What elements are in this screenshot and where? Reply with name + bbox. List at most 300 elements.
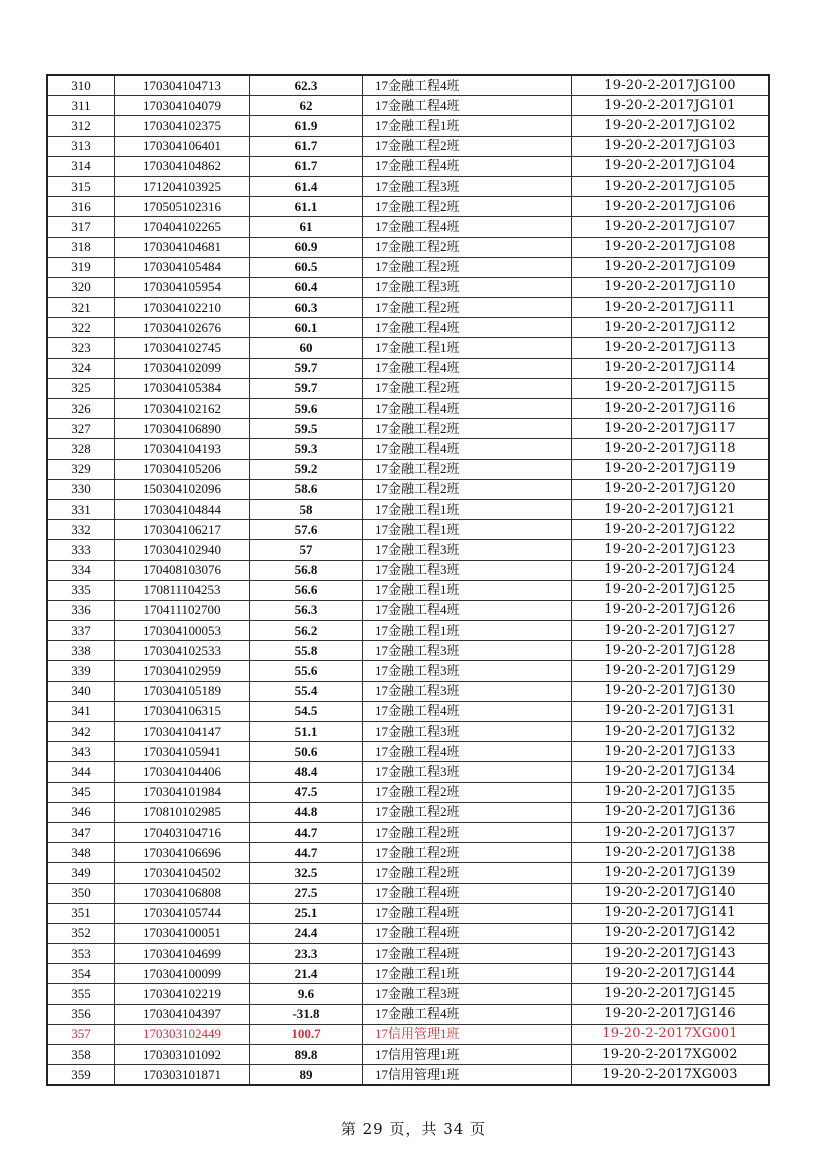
table-row [47, 984, 769, 1004]
table-row [47, 681, 769, 701]
cell-class-name: 17金融工程1班 [363, 520, 572, 540]
cell-score: 50.6 [250, 742, 363, 762]
cell-score: 57 [250, 540, 363, 560]
cell-class-name: 17金融工程3班 [363, 277, 572, 297]
cell-serial-number: 327 [47, 419, 115, 439]
cell-serial-number: 350 [47, 883, 115, 903]
cell-code: 19-20-2-2017JG130 [572, 681, 770, 701]
table-row [47, 580, 769, 600]
cell-score: 59.5 [250, 419, 363, 439]
cell-class-name: 17金融工程3班 [363, 722, 572, 742]
cell-code: 19-20-2-2017JG108 [572, 237, 770, 257]
table-row [47, 802, 769, 822]
cell-score: 59.7 [250, 378, 363, 398]
cell-score: 61.4 [250, 176, 363, 196]
cell-serial-number: 340 [47, 681, 115, 701]
cell-serial-number: 323 [47, 338, 115, 358]
cell-serial-number: 321 [47, 298, 115, 318]
table-row [47, 843, 769, 863]
cell-student-id: 170408103076 [115, 560, 250, 580]
cell-code: 19-20-2-2017XG001 [572, 1024, 770, 1044]
table-row [47, 782, 769, 802]
cell-score: 60.5 [250, 257, 363, 277]
table-row [47, 661, 769, 681]
cell-code: 19-20-2-2017JG136 [572, 802, 770, 822]
cell-score: 89.8 [250, 1045, 363, 1065]
cell-student-id: 170304102219 [115, 984, 250, 1004]
cell-student-id: 170304104397 [115, 1004, 250, 1024]
cell-code: 19-20-2-2017JG128 [572, 641, 770, 661]
cell-code: 19-20-2-2017JG131 [572, 701, 770, 721]
cell-serial-number: 310 [47, 75, 115, 96]
cell-class-name: 17金融工程3班 [363, 984, 572, 1004]
cell-code: 19-20-2-2017JG134 [572, 762, 770, 782]
cell-class-name: 17金融工程2班 [363, 802, 572, 822]
cell-serial-number: 330 [47, 479, 115, 499]
cell-score: 62.3 [250, 75, 363, 96]
cell-class-name: 17金融工程3班 [363, 176, 572, 196]
table-row [47, 903, 769, 923]
cell-class-name: 17金融工程4班 [363, 701, 572, 721]
cell-score: 61.7 [250, 156, 363, 176]
cell-student-id: 170505102316 [115, 197, 250, 217]
table-row [47, 176, 769, 196]
cell-class-name: 17金融工程4班 [363, 156, 572, 176]
cell-class-name: 17金融工程4班 [363, 318, 572, 338]
cell-code: 19-20-2-2017JG139 [572, 863, 770, 883]
cell-serial-number: 315 [47, 176, 115, 196]
cell-serial-number: 349 [47, 863, 115, 883]
cell-class-name: 17金融工程3班 [363, 641, 572, 661]
cell-score: 59.3 [250, 439, 363, 459]
cell-score: 47.5 [250, 782, 363, 802]
cell-student-id: 170411102700 [115, 600, 250, 620]
cell-student-id: 170304104193 [115, 439, 250, 459]
cell-class-name: 17金融工程4班 [363, 923, 572, 943]
table-row [47, 560, 769, 580]
cell-class-name: 17信用管理1班 [363, 1024, 572, 1044]
cell-score: 44.7 [250, 843, 363, 863]
table-row [47, 277, 769, 297]
cell-code: 19-20-2-2017JG118 [572, 439, 770, 459]
cell-class-name: 17金融工程3班 [363, 560, 572, 580]
cell-class-name: 17金融工程4班 [363, 600, 572, 620]
cell-class-name: 17金融工程4班 [363, 1004, 572, 1024]
cell-class-name: 17金融工程4班 [363, 883, 572, 903]
cell-score: 24.4 [250, 923, 363, 943]
cell-student-id: 170810102985 [115, 802, 250, 822]
cell-serial-number: 339 [47, 661, 115, 681]
cell-score: 56.3 [250, 600, 363, 620]
cell-class-name: 17金融工程2班 [363, 298, 572, 318]
cell-code: 19-20-2-2017JG125 [572, 580, 770, 600]
cell-student-id: 170304106696 [115, 843, 250, 863]
cell-score: 58.6 [250, 479, 363, 499]
cell-serial-number: 352 [47, 923, 115, 943]
cell-code: 19-20-2-2017JG138 [572, 843, 770, 863]
cell-serial-number: 317 [47, 217, 115, 237]
cell-serial-number: 336 [47, 600, 115, 620]
cell-student-id: 170304102375 [115, 116, 250, 136]
cell-student-id: 170304106808 [115, 883, 250, 903]
cell-score: 48.4 [250, 762, 363, 782]
table-row [47, 1045, 769, 1065]
cell-code: 19-20-2-2017JG100 [572, 75, 770, 96]
cell-student-id: 170304104844 [115, 499, 250, 519]
cell-serial-number: 319 [47, 257, 115, 277]
cell-code: 19-20-2-2017JG120 [572, 479, 770, 499]
table-row [47, 621, 769, 641]
table-row [47, 257, 769, 277]
cell-code: 19-20-2-2017JG141 [572, 903, 770, 923]
cell-student-id: 170304104862 [115, 156, 250, 176]
cell-score: 54.5 [250, 701, 363, 721]
table-row [47, 641, 769, 661]
cell-score: 27.5 [250, 883, 363, 903]
cell-class-name: 17金融工程1班 [363, 338, 572, 358]
cell-code: 19-20-2-2017JG107 [572, 217, 770, 237]
cell-student-id: 170304105484 [115, 257, 250, 277]
cell-class-name: 17金融工程1班 [363, 580, 572, 600]
cell-class-name: 17金融工程4班 [363, 742, 572, 762]
cell-class-name: 17金融工程3班 [363, 681, 572, 701]
cell-serial-number: 334 [47, 560, 115, 580]
cell-serial-number: 353 [47, 944, 115, 964]
cell-score: 56.2 [250, 621, 363, 641]
cell-code: 19-20-2-2017JG133 [572, 742, 770, 762]
table-row [47, 237, 769, 257]
cell-student-id: 170304105941 [115, 742, 250, 762]
table-row [47, 419, 769, 439]
cell-student-id: 170304106315 [115, 701, 250, 721]
cell-score: 55.4 [250, 681, 363, 701]
cell-serial-number: 326 [47, 399, 115, 419]
cell-student-id: 170304104699 [115, 944, 250, 964]
cell-serial-number: 332 [47, 520, 115, 540]
cell-serial-number: 324 [47, 358, 115, 378]
cell-class-name: 17金融工程1班 [363, 621, 572, 641]
cell-serial-number: 354 [47, 964, 115, 984]
cell-code: 19-20-2-2017JG103 [572, 136, 770, 156]
cell-serial-number: 358 [47, 1045, 115, 1065]
table-row [47, 378, 769, 398]
table-row [47, 136, 769, 156]
cell-code: 19-20-2-2017JG126 [572, 600, 770, 620]
table-row [47, 96, 769, 116]
cell-code: 19-20-2-2017JG129 [572, 661, 770, 681]
cell-score: 59.6 [250, 399, 363, 419]
cell-serial-number: 345 [47, 782, 115, 802]
cell-student-id: 170304105954 [115, 277, 250, 297]
table-row [47, 479, 769, 499]
cell-code: 19-20-2-2017JG101 [572, 96, 770, 116]
table-row-highlighted [47, 1024, 769, 1044]
table-body [47, 75, 769, 1085]
cell-code: 19-20-2-2017JG146 [572, 1004, 770, 1024]
cell-student-id: 170304105384 [115, 378, 250, 398]
table-row [47, 520, 769, 540]
cell-score: 62 [250, 96, 363, 116]
cell-serial-number: 347 [47, 822, 115, 842]
cell-serial-number: 356 [47, 1004, 115, 1024]
cell-class-name: 17金融工程2班 [363, 257, 572, 277]
cell-code: 19-20-2-2017JG115 [572, 378, 770, 398]
cell-code: 19-20-2-2017JG142 [572, 923, 770, 943]
cell-class-name: 17金融工程2班 [363, 822, 572, 842]
cell-class-name: 17金融工程3班 [363, 762, 572, 782]
cell-class-name: 17金融工程2班 [363, 479, 572, 499]
cell-serial-number: 320 [47, 277, 115, 297]
cell-serial-number: 344 [47, 762, 115, 782]
cell-student-id: 170303101092 [115, 1045, 250, 1065]
cell-code: 19-20-2-2017JG104 [572, 156, 770, 176]
cell-student-id: 170304104079 [115, 96, 250, 116]
cell-code: 19-20-2-2017JG124 [572, 560, 770, 580]
table-row [47, 156, 769, 176]
cell-class-name: 17金融工程2班 [363, 843, 572, 863]
cell-serial-number: 322 [47, 318, 115, 338]
cell-serial-number: 325 [47, 378, 115, 398]
cell-code: 19-20-2-2017JG111 [572, 298, 770, 318]
cell-code: 19-20-2-2017JG105 [572, 176, 770, 196]
cell-class-name: 17金融工程2班 [363, 459, 572, 479]
cell-score: 57.6 [250, 520, 363, 540]
cell-student-id: 170304102676 [115, 318, 250, 338]
cell-code: 19-20-2-2017JG140 [572, 883, 770, 903]
cell-student-id: 170304100099 [115, 964, 250, 984]
cell-student-id: 150304102096 [115, 479, 250, 499]
cell-serial-number: 346 [47, 802, 115, 822]
cell-serial-number: 355 [47, 984, 115, 1004]
table-row [47, 742, 769, 762]
cell-score: 59.7 [250, 358, 363, 378]
cell-student-id: 170811104253 [115, 580, 250, 600]
table-row [47, 459, 769, 479]
cell-serial-number: 351 [47, 903, 115, 923]
table-row [47, 197, 769, 217]
table-row [47, 1065, 769, 1086]
cell-score: 89 [250, 1065, 363, 1086]
cell-student-id: 170304104406 [115, 762, 250, 782]
cell-student-id: 170303102449 [115, 1024, 250, 1044]
cell-code: 19-20-2-2017JG112 [572, 318, 770, 338]
cell-score: 44.8 [250, 802, 363, 822]
cell-class-name: 17金融工程4班 [363, 439, 572, 459]
cell-score: 61.9 [250, 116, 363, 136]
cell-code: 19-20-2-2017JG132 [572, 722, 770, 742]
score-table [46, 74, 770, 1086]
cell-student-id: 170304104502 [115, 863, 250, 883]
table-row [47, 822, 769, 842]
cell-score: 25.1 [250, 903, 363, 923]
cell-class-name: 17金融工程4班 [363, 75, 572, 96]
table-row [47, 701, 769, 721]
cell-student-id: 170304105189 [115, 681, 250, 701]
table-row [47, 399, 769, 419]
cell-code: 19-20-2-2017JG143 [572, 944, 770, 964]
cell-student-id: 170404102265 [115, 217, 250, 237]
cell-class-name: 17信用管理1班 [363, 1045, 572, 1065]
cell-student-id: 170304101984 [115, 782, 250, 802]
cell-serial-number: 335 [47, 580, 115, 600]
cell-serial-number: 359 [47, 1065, 115, 1086]
cell-score: 56.8 [250, 560, 363, 580]
table-row [47, 923, 769, 943]
table-row [47, 762, 769, 782]
cell-score: 32.5 [250, 863, 363, 883]
cell-score: 100.7 [250, 1024, 363, 1044]
cell-code: 19-20-2-2017JG106 [572, 197, 770, 217]
cell-serial-number: 341 [47, 701, 115, 721]
cell-score: 58 [250, 499, 363, 519]
cell-class-name: 17金融工程1班 [363, 116, 572, 136]
cell-student-id: 170304102940 [115, 540, 250, 560]
cell-student-id: 170403104716 [115, 822, 250, 842]
cell-student-id: 170304102210 [115, 298, 250, 318]
cell-student-id: 170304105206 [115, 459, 250, 479]
cell-class-name: 17金融工程4班 [363, 399, 572, 419]
cell-student-id: 170304102745 [115, 338, 250, 358]
cell-serial-number: 343 [47, 742, 115, 762]
cell-code: 19-20-2-2017JG122 [572, 520, 770, 540]
cell-code: 19-20-2-2017JG102 [572, 116, 770, 136]
cell-score: 61.7 [250, 136, 363, 156]
cell-serial-number: 318 [47, 237, 115, 257]
cell-code: 19-20-2-2017JG121 [572, 499, 770, 519]
cell-score: 9.6 [250, 984, 363, 1004]
table-row [47, 318, 769, 338]
cell-student-id: 170304104147 [115, 722, 250, 742]
cell-score: 21.4 [250, 964, 363, 984]
cell-serial-number: 348 [47, 843, 115, 863]
table-row [47, 863, 769, 883]
table-row [47, 298, 769, 318]
table-row [47, 1004, 769, 1024]
cell-score: 60.3 [250, 298, 363, 318]
cell-code: 19-20-2-2017JG113 [572, 338, 770, 358]
cell-class-name: 17金融工程2班 [363, 378, 572, 398]
cell-class-name: 17金融工程2班 [363, 782, 572, 802]
cell-student-id: 170304106217 [115, 520, 250, 540]
cell-serial-number: 313 [47, 136, 115, 156]
cell-code: 19-20-2-2017JG110 [572, 277, 770, 297]
cell-class-name: 17金融工程4班 [363, 903, 572, 923]
cell-serial-number: 342 [47, 722, 115, 742]
cell-code: 19-20-2-2017JG144 [572, 964, 770, 984]
cell-serial-number: 312 [47, 116, 115, 136]
cell-score: 61 [250, 217, 363, 237]
cell-class-name: 17金融工程4班 [363, 96, 572, 116]
cell-student-id: 170304102959 [115, 661, 250, 681]
cell-serial-number: 357 [47, 1024, 115, 1044]
cell-student-id: 171204103925 [115, 176, 250, 196]
cell-class-name: 17金融工程3班 [363, 661, 572, 681]
cell-code: 19-20-2-2017XG002 [572, 1045, 770, 1065]
cell-student-id: 170304105744 [115, 903, 250, 923]
table-row [47, 358, 769, 378]
cell-student-id: 170304102099 [115, 358, 250, 378]
cell-score: -31.8 [250, 1004, 363, 1024]
cell-class-name: 17金融工程1班 [363, 964, 572, 984]
cell-student-id: 170304106890 [115, 419, 250, 439]
table-row [47, 75, 769, 96]
cell-score: 51.1 [250, 722, 363, 742]
table-row [47, 499, 769, 519]
table-row [47, 338, 769, 358]
table-row [47, 722, 769, 742]
cell-code: 19-20-2-2017JG145 [572, 984, 770, 1004]
table-row [47, 964, 769, 984]
table-row [47, 883, 769, 903]
cell-class-name: 17金融工程2班 [363, 419, 572, 439]
cell-code: 19-20-2-2017XG003 [572, 1065, 770, 1086]
table-row [47, 540, 769, 560]
table-row [47, 944, 769, 964]
cell-score: 55.6 [250, 661, 363, 681]
table-row [47, 217, 769, 237]
cell-student-id: 170304104681 [115, 237, 250, 257]
cell-student-id: 170304102162 [115, 399, 250, 419]
cell-serial-number: 338 [47, 641, 115, 661]
page-footer: 第 29 页，共 34 页 [340, 1120, 487, 1138]
cell-student-id: 170303101871 [115, 1065, 250, 1086]
cell-score: 61.1 [250, 197, 363, 217]
cell-score: 60 [250, 338, 363, 358]
cell-serial-number: 329 [47, 459, 115, 479]
table-row [47, 116, 769, 136]
cell-class-name: 17信用管理1班 [363, 1065, 572, 1086]
cell-serial-number: 333 [47, 540, 115, 560]
cell-score: 56.6 [250, 580, 363, 600]
cell-student-id: 170304102533 [115, 641, 250, 661]
cell-score: 55.8 [250, 641, 363, 661]
cell-serial-number: 314 [47, 156, 115, 176]
cell-class-name: 17金融工程2班 [363, 136, 572, 156]
cell-code: 19-20-2-2017JG137 [572, 822, 770, 842]
cell-score: 60.4 [250, 277, 363, 297]
cell-class-name: 17金融工程4班 [363, 217, 572, 237]
cell-class-name: 17金融工程2班 [363, 197, 572, 217]
cell-class-name: 17金融工程3班 [363, 540, 572, 560]
cell-class-name: 17金融工程2班 [363, 863, 572, 883]
cell-serial-number: 331 [47, 499, 115, 519]
cell-score: 60.9 [250, 237, 363, 257]
cell-score: 60.1 [250, 318, 363, 338]
cell-code: 19-20-2-2017JG135 [572, 782, 770, 802]
cell-class-name: 17金融工程1班 [363, 499, 572, 519]
table-row [47, 600, 769, 620]
cell-code: 19-20-2-2017JG117 [572, 419, 770, 439]
cell-serial-number: 316 [47, 197, 115, 217]
cell-serial-number: 337 [47, 621, 115, 641]
cell-code: 19-20-2-2017JG114 [572, 358, 770, 378]
cell-class-name: 17金融工程4班 [363, 358, 572, 378]
cell-student-id: 170304100051 [115, 923, 250, 943]
cell-student-id: 170304104713 [115, 75, 250, 96]
cell-serial-number: 328 [47, 439, 115, 459]
cell-score: 59.2 [250, 459, 363, 479]
cell-class-name: 17金融工程2班 [363, 237, 572, 257]
cell-score: 44.7 [250, 822, 363, 842]
cell-code: 19-20-2-2017JG119 [572, 459, 770, 479]
cell-code: 19-20-2-2017JG109 [572, 257, 770, 277]
cell-serial-number: 311 [47, 96, 115, 116]
cell-class-name: 17金融工程4班 [363, 944, 572, 964]
cell-code: 19-20-2-2017JG116 [572, 399, 770, 419]
cell-student-id: 170304100053 [115, 621, 250, 641]
cell-score: 23.3 [250, 944, 363, 964]
cell-student-id: 170304106401 [115, 136, 250, 156]
